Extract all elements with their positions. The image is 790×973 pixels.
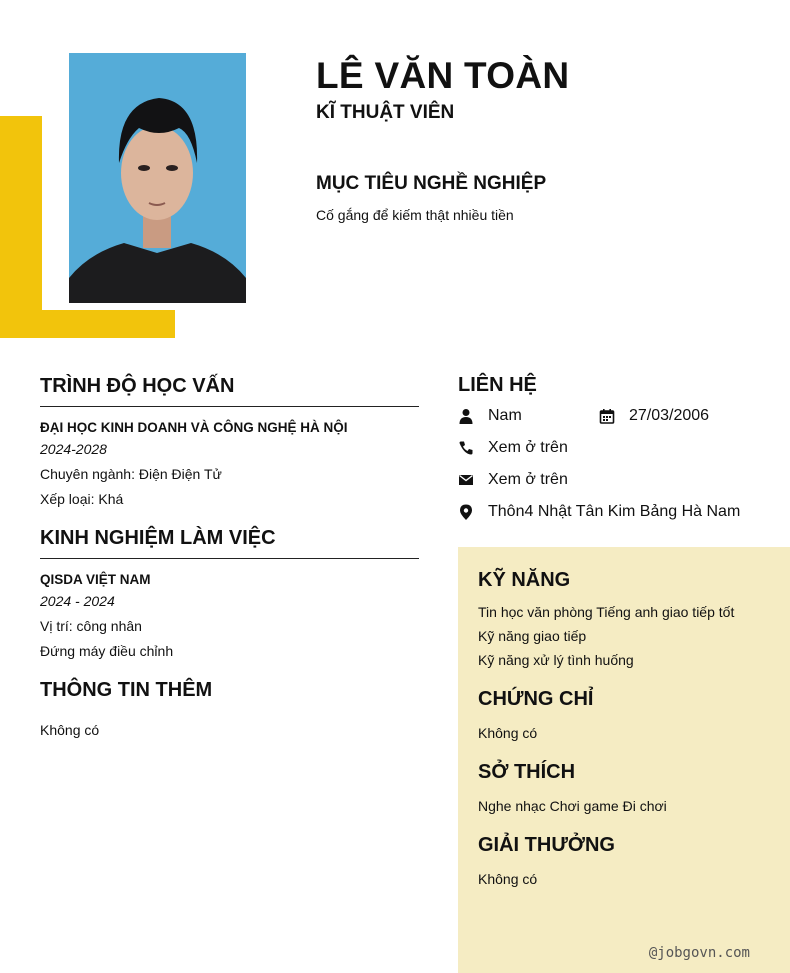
education-school: ĐẠI HỌC KINH DOANH VÀ CÔNG NGHỆ HÀ NỘI [40,420,348,435]
location-pin-icon [458,504,474,520]
accent-bar-horizontal [0,310,175,338]
education-years: 2024-2028 [40,441,107,457]
contact-address [458,500,740,524]
email-value: Xem ở trên [488,471,568,488]
skills-heading: KỸ NĂNG [478,569,571,591]
certificates-text: Không có [478,725,538,741]
extra-info-text: Không có [40,722,100,738]
objective-text: Cố gắng để kiếm thật nhiều tiền [316,207,514,223]
profile-photo [69,53,246,303]
contact-birthday [599,404,709,428]
awards-text: Không có [478,871,538,887]
phone-icon [458,440,474,456]
experience-company: QISDA VIỆT NAM [40,572,151,587]
calendar-icon [599,408,615,424]
experience-heading: KINH NGHIỆM LÀM VIỆC [40,527,419,559]
objective-heading: MỤC TIÊU NGHỀ NGHIỆP [316,173,547,194]
gender-value: Nam [488,407,522,424]
skill-item: Kỹ năng xử lý tình huống [478,652,634,668]
contact-email [458,468,568,492]
hobbies-heading: SỞ THÍCH [478,761,576,783]
awards-heading: GIẢI THƯỞNG [478,834,615,856]
person-icon [458,408,474,424]
job-title: KĨ THUẬT VIÊN [316,102,455,123]
contact-gender [458,404,522,428]
experience-position: Vị trí: công nhân [40,618,142,634]
education-major: Chuyên ngành: Điện Điện Tử [40,466,222,482]
hobbies-text: Nghe nhạc Chơi game Đi chơi [478,798,667,814]
education-rank: Xếp loại: Khá [40,491,124,507]
extra-info-heading: THÔNG TIN THÊM [40,679,213,701]
mail-icon [458,472,474,488]
contact-phone [458,436,568,460]
skill-item: Tin học văn phòng Tiếng anh giao tiếp tốt [478,604,735,620]
candidate-name: LÊ VĂN TOÀN [316,55,570,96]
skill-item: Kỹ năng giao tiếp [478,628,587,644]
certificates-heading: CHỨNG CHỈ [478,688,594,710]
birthday-value: 27/03/2006 [629,407,710,424]
contact-section [458,374,778,397]
left-column [40,375,419,738]
education-heading: TRÌNH ĐỘ HỌC VẤN [40,375,419,407]
experience-years: 2024 - 2024 [40,593,115,609]
contact-heading: LIÊN HỆ [458,374,537,396]
watermark: @jobgovn.com [648,945,750,961]
skills-panel [458,547,790,973]
address-value: Thôn4 Nhật Tân Kim Bảng Hà Nam [488,503,741,520]
accent-bar-vertical [0,116,42,338]
experience-detail: Đứng máy điều chỉnh [40,643,174,659]
phone-value: Xem ở trên [488,439,568,456]
